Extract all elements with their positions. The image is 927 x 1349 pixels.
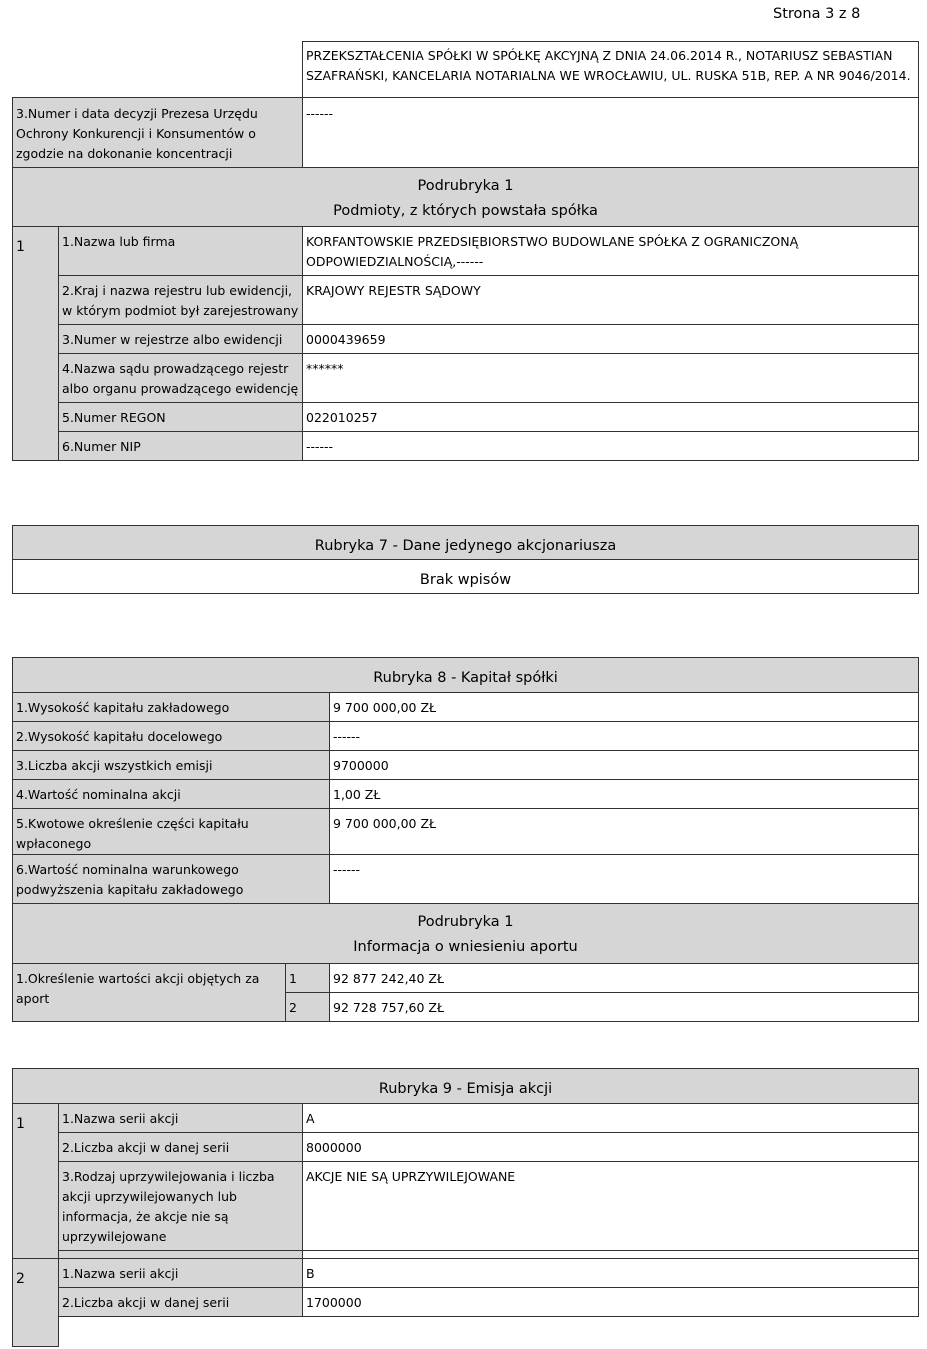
field-value: 8000000: [303, 1133, 919, 1162]
aport-entry-number: 1: [286, 964, 330, 993]
field-label: 5.Kwotowe określenie części kapitału wpłaconego: [13, 809, 330, 855]
field-label: 5.Numer REGON: [59, 403, 303, 432]
rubryka-7-title: Rubryka 7 - Dane jedynego akcjonariusza: [13, 526, 919, 560]
field-label: 1.Nazwa serii akcji: [59, 1104, 303, 1133]
aport-entry-number: 2: [286, 993, 330, 1022]
rubryka-9-title: Rubryka 9 - Emisja akcji: [13, 1069, 919, 1104]
field-value: ******: [303, 354, 919, 403]
continuation-text: PRZEKSZTAŁCENIA SPÓŁKI W SPÓŁKĘ AKCYJNĄ Z DNIA 24.06.2014 R., NOTARIUSZ SEBASTIAN SZAFRAŃSKI, KANCELARIA NOTARIALNA WE WROCŁAWIU, UL. RUSKA 51B, REP. A NR 9046/2014.: [303, 42, 919, 98]
rubryka-8-title: Rubryka 8 - Kapitał spółki: [13, 658, 919, 693]
field-label: 4.Wartość nominalna akcji: [13, 780, 330, 809]
section-continuation-table: [12, 41, 919, 461]
field-value: 9 700 000,00 ZŁ: [330, 693, 919, 722]
field-label: 6.Numer NIP: [59, 432, 303, 461]
field-label: 6.Wartość nominalna warunkowego podwyższenia kapitału zakładowego: [13, 855, 330, 904]
subsection-title: Podrubryka 1: [417, 914, 514, 930]
field-value: ------: [330, 722, 919, 751]
decision-label: 3.Numer i data decyzji Prezesa Urzędu Ochrony Konkurencji i Konsumentów o zgodzie na dokonanie koncentracji: [13, 98, 303, 168]
rubryka-7-table: [12, 525, 919, 594]
empty-entries-text: Brak wpisów: [13, 560, 919, 594]
field-value: AKCJE NIE SĄ UPRZYWILEJOWANE: [303, 1162, 919, 1251]
field-label: 1.Nazwa lub firma: [59, 227, 303, 276]
field-label: 1.Wysokość kapitału zakładowego: [13, 693, 330, 722]
field-label: 1.Nazwa serii akcji: [59, 1259, 303, 1288]
field-value: ------: [330, 855, 919, 904]
field-value: 1,00 ZŁ: [330, 780, 919, 809]
aport-entry-value: 92 728 757,60 ZŁ: [330, 993, 919, 1022]
field-value: 9 700 000,00 ZŁ: [330, 809, 919, 855]
decision-value: ------: [303, 98, 919, 168]
subsection-subtitle: Informacja o wniesieniu aportu: [353, 939, 578, 955]
subsection-title: Podrubryka 1: [417, 178, 514, 194]
field-label: 3.Rodzaj uprzywilejowania i liczba akcji uprzywilejowanych lub informacja, że akcje nie są uprzywilejowane: [59, 1162, 303, 1251]
field-label: 2.Kraj i nazwa rejestru lub ewidencji, w którym podmiot był zarejestrowany: [59, 276, 303, 325]
field-value: KORFANTOWSKIE PRZEDSIĘBIORSTWO BUDOWLANE SPÓŁKA Z OGRANICZONĄ ODPOWIEDZIALNOŚCIĄ,------: [303, 227, 919, 276]
page-number: Strona 3 z 8: [773, 6, 861, 22]
subsection-header: [13, 904, 919, 964]
field-label: 2.Liczba akcji w danej serii: [59, 1133, 303, 1162]
field-label: 2.Liczba akcji w danej serii: [59, 1288, 303, 1317]
field-value: 0000439659: [303, 325, 919, 354]
field-value: KRAJOWY REJESTR SĄDOWY: [303, 276, 919, 325]
field-label: 4.Nazwa sądu prowadzącego rejestr albo organu prowadzącego ewidencję: [59, 354, 303, 403]
subsection-subtitle: Podmioty, z których powstała spółka: [333, 203, 598, 219]
field-value: 1700000: [303, 1288, 919, 1317]
field-value: A: [303, 1104, 919, 1133]
field-value: 022010257: [303, 403, 919, 432]
field-value: 9700000: [330, 751, 919, 780]
rubryka-9-table: [12, 1068, 919, 1347]
field-label: 3.Liczba akcji wszystkich emisji: [13, 751, 330, 780]
aport-label: 1.Określenie wartości akcji objętych za aport: [13, 964, 286, 1022]
field-value: B: [303, 1259, 919, 1288]
rubryka-8-table: [12, 657, 919, 1022]
series-number: 2: [13, 1259, 59, 1347]
entry-number: 1: [13, 227, 59, 461]
series-number: 1: [13, 1104, 59, 1259]
subsection-header: [13, 168, 919, 227]
field-value: ------: [303, 432, 919, 461]
field-label: 3.Numer w rejestrze albo ewidencji: [59, 325, 303, 354]
aport-entry-value: 92 877 242,40 ZŁ: [330, 964, 919, 993]
field-label: 2.Wysokość kapitału docelowego: [13, 722, 330, 751]
